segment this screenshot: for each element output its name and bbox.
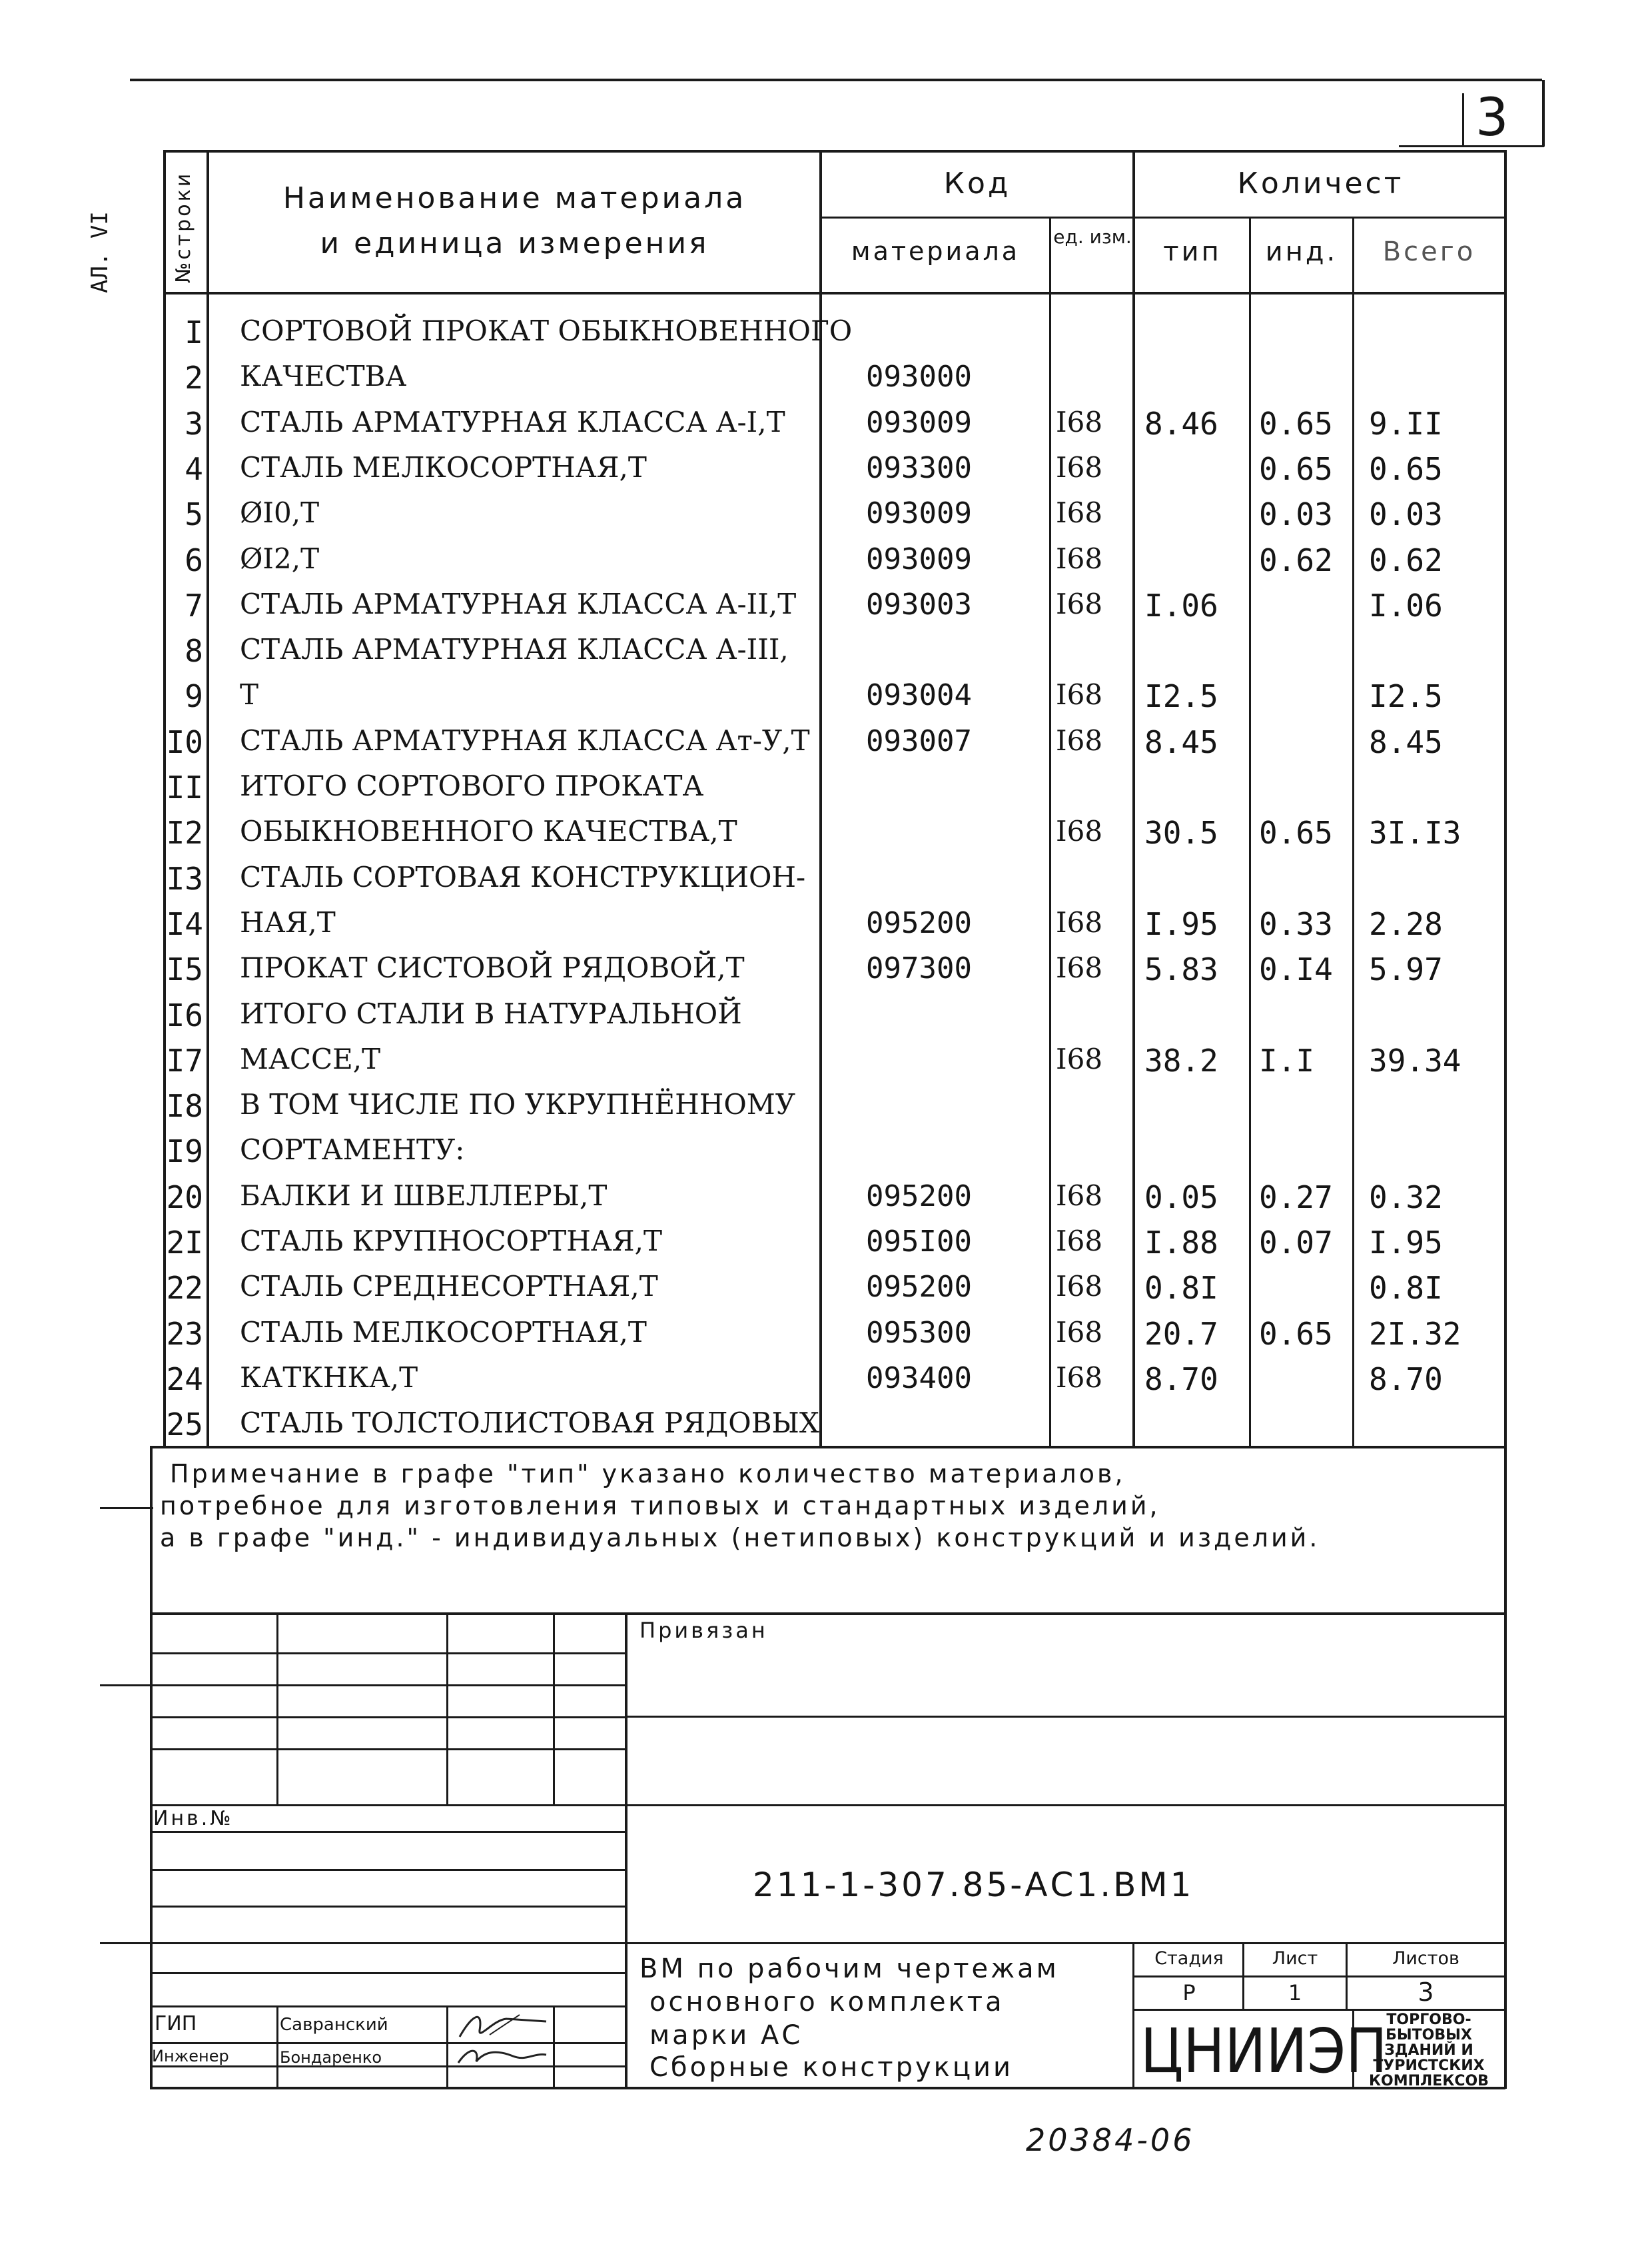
stamp-grid-h4 — [150, 1748, 626, 1750]
unit-code: I68 — [1056, 905, 1103, 939]
row-number: I — [185, 314, 203, 350]
material-code: 093400 — [866, 1361, 972, 1395]
material-name: СТАЛЬ АРМАТУРНАЯ КЛАССА А-I,Т — [240, 405, 785, 438]
stamp-grid-h5 — [150, 1804, 1505, 1806]
material-code: 093009 — [866, 542, 972, 576]
qty-total: 0.62 — [1369, 542, 1443, 578]
qty-tip: I.95 — [1144, 905, 1218, 942]
material-name: СТАЛЬ СОРТОВАЯ КОНСТРУКЦИОН- — [240, 860, 806, 893]
header-code-material: материала — [851, 237, 1021, 266]
material-name: НАЯ,Т — [240, 905, 336, 939]
qty-total: 9.II — [1369, 405, 1443, 442]
material-code: 097300 — [866, 951, 972, 986]
qty-ind: 0.07 — [1259, 1225, 1333, 1261]
material-code: 095200 — [866, 905, 972, 940]
unit-code: I68 — [1056, 815, 1103, 848]
header-name-line2: и единица измерения — [320, 227, 709, 261]
signature-gip — [453, 2007, 553, 2043]
organization-description: ТОРГОВО-БЫТОВЫХ ЗДАНИЙ И ТУРИСТСКИХ КОМПЛЕКСОВ — [1369, 2011, 1489, 2089]
material-name: ИТОГО СТАЛИ В НАТУРАЛЬНОЙ — [240, 997, 742, 1030]
qty-tip: 0.8I — [1144, 1270, 1218, 1307]
header-code-group: Код — [943, 167, 1011, 201]
header-qty-total: Всего — [1382, 237, 1476, 267]
stamp-grid-v2 — [446, 1612, 448, 1806]
frame-top-line-right — [1399, 145, 1544, 147]
stamp-grid-h9 — [150, 1942, 1505, 1944]
material-code: 093003 — [866, 587, 972, 622]
qty-tip: 8.70 — [1144, 1361, 1218, 1397]
sheet-label: Лист — [1272, 1948, 1318, 1969]
qty-ind: 0.62 — [1259, 542, 1333, 578]
qty-tip: 38.2 — [1144, 1042, 1218, 1079]
material-code: 093004 — [866, 678, 972, 713]
material-code: 095I00 — [866, 1225, 972, 1259]
row-number: 24 — [166, 1361, 203, 1397]
qty-total: I.95 — [1369, 1225, 1443, 1261]
unit-code: I68 — [1056, 1179, 1103, 1212]
row-number: I4 — [166, 905, 203, 942]
table-top-line — [163, 150, 1505, 153]
row-number: 6 — [185, 542, 203, 578]
row-number: 25 — [166, 1406, 203, 1443]
qty-ind: 0.33 — [1259, 905, 1333, 942]
header-qty-ind: инд. — [1265, 237, 1338, 267]
stamp-grid-v2b — [446, 2005, 448, 2089]
material-name: СТАЛЬ КРУПНОСОРТНАЯ,Т — [240, 1225, 663, 1257]
sheet-value: 1 — [1288, 1980, 1302, 2005]
qty-total: 3I.I3 — [1369, 815, 1461, 851]
material-code: 093009 — [866, 405, 972, 440]
unit-code: I68 — [1056, 1042, 1103, 1075]
stamp-grid-v3b — [553, 2005, 555, 2089]
qty-ind: 0.I4 — [1259, 951, 1333, 988]
stamp-grid-h2 — [150, 1684, 626, 1686]
qty-total: 0.32 — [1369, 1179, 1443, 1215]
material-code: 093007 — [866, 724, 972, 758]
material-code: 095200 — [866, 1179, 972, 1213]
header-qty-group: Количест — [1237, 167, 1404, 201]
stage-value: Р — [1182, 1980, 1196, 2005]
material-name: СТАЛЬ ТОЛСТОЛИСТОВАЯ РЯДОВЫХ — [240, 1406, 819, 1440]
qty-ind: 0.65 — [1259, 815, 1333, 851]
material-name: СТАЛЬ АРМАТУРНАЯ КЛАССА Ат-У,Т — [240, 724, 810, 757]
qty-tip: 5.83 — [1144, 951, 1218, 988]
margin-tick-3 — [100, 1942, 153, 1944]
sheet-number: 3 — [1475, 88, 1509, 148]
stamp-grid-h3 — [150, 1716, 626, 1718]
archive-number: 20384-06 — [1026, 2122, 1195, 2158]
frame-sheet-box-left — [1462, 93, 1464, 147]
material-name: СТАЛЬ МЕЛКОСОРТНАЯ,Т — [240, 450, 647, 484]
unit-code: I68 — [1056, 1225, 1103, 1257]
margin-tick-1 — [100, 1507, 153, 1509]
stamp-right-h1 — [626, 1716, 1505, 1718]
row-number: 9 — [185, 678, 203, 715]
qty-ind: I.I — [1259, 1042, 1315, 1079]
document-code: 211-1-307.85-АС1.ВМ1 — [753, 1866, 1194, 1904]
note-left-line — [150, 1446, 153, 2089]
header-code-unit: ед. изм. — [1053, 226, 1132, 248]
unit-code: I68 — [1056, 678, 1103, 712]
row-number: 23 — [166, 1315, 203, 1352]
unit-code: I68 — [1056, 496, 1103, 530]
row-number: 7 — [185, 587, 203, 624]
privyazan-label: Привязан — [639, 1618, 768, 1643]
material-name: БАЛКИ И ШВЕЛЛЕРЫ,Т — [240, 1179, 608, 1212]
stamp-stage-bottom — [1132, 2009, 1505, 2011]
stamp-bottom-line — [150, 2087, 1505, 2089]
material-code: 095200 — [866, 1270, 972, 1305]
stamp-grid-h8 — [150, 1906, 626, 1908]
material-name: Т — [240, 678, 259, 712]
stamp-grid-h6 — [150, 1831, 626, 1833]
row-number: I3 — [166, 860, 203, 897]
header-name-line1: Наименование материала — [282, 181, 747, 215]
qty-tip: 8.45 — [1144, 724, 1218, 760]
signature-engineer — [453, 2043, 553, 2069]
sheets-label: Листов — [1392, 1948, 1459, 1969]
stamp-grid-v1b — [276, 2005, 278, 2089]
stamp-grid-h7 — [150, 1869, 626, 1871]
title-line-2: основного комплекта — [649, 1987, 1005, 2017]
material-name: ПРОКАТ СИСТОВОЙ РЯДОВОЙ,Т — [240, 951, 745, 985]
material-name: СТАЛЬ МЕЛКОСОРТНАЯ,Т — [240, 1315, 647, 1349]
title-line-3: марки АС — [649, 2020, 803, 2051]
inv-no-label: Инв.№ — [153, 1807, 234, 1830]
material-name: МАССЕ,Т — [240, 1042, 381, 1075]
person-gip: Савранский — [280, 2015, 388, 2035]
qty-total: 5.97 — [1369, 951, 1443, 988]
row-number: I6 — [166, 997, 203, 1033]
row-number: 2I — [166, 1225, 203, 1261]
qty-total: I2.5 — [1369, 678, 1443, 715]
material-name: СТАЛЬ АРМАТУРНАЯ КЛАССА А-III, — [240, 633, 789, 666]
qty-tip: I.06 — [1144, 587, 1218, 624]
qty-total: 8.70 — [1369, 1361, 1443, 1397]
row-number: I0 — [166, 724, 203, 760]
col-line-right — [1504, 150, 1507, 2089]
qty-total: 39.34 — [1369, 1042, 1461, 1079]
person-engineer: Бондаренко — [280, 2048, 382, 2067]
material-code: 093009 — [866, 496, 972, 531]
table-body-bottom-line — [150, 1446, 1505, 1448]
row-number: I7 — [166, 1042, 203, 1079]
qty-total: 8.45 — [1369, 724, 1443, 760]
note-line-3: а в графе "инд." - индивидуальных (нетиповых) конструкций и изделий. — [160, 1523, 1320, 1552]
material-name: ИТОГО СОРТОВОГО ПРОКАТА — [240, 770, 704, 802]
unit-code: I68 — [1056, 450, 1103, 484]
unit-code: I68 — [1056, 724, 1103, 757]
stamp-top-line — [150, 1612, 1505, 1615]
row-number: I9 — [166, 1133, 203, 1170]
unit-code: I68 — [1056, 1361, 1103, 1394]
col-line-tip — [1249, 217, 1251, 1447]
title-line-4: Сборные конструкции — [649, 2052, 1014, 2083]
side-label: АЛ. VI — [87, 211, 113, 293]
row-number: I5 — [166, 951, 203, 988]
stamp-grid-h13 — [150, 2065, 626, 2067]
stamp-stage-left — [1132, 1942, 1134, 2089]
qty-total: I.06 — [1369, 587, 1443, 624]
qty-ind: 0.65 — [1259, 405, 1333, 442]
material-code: 095300 — [866, 1315, 972, 1350]
unit-code: I68 — [1056, 1270, 1103, 1303]
margin-tick-2 — [100, 1684, 153, 1686]
note-line-2: потребное для изготовления типовых и стандартных изделий, — [160, 1491, 1160, 1520]
qty-total: 2I.32 — [1369, 1315, 1461, 1352]
header-row-no: №строки — [172, 171, 195, 283]
material-code: 093300 — [866, 450, 972, 485]
material-name: СОРТОВОЙ ПРОКАТ ОБЫКНОВЕННОГО — [240, 314, 853, 347]
row-number: 3 — [185, 405, 203, 442]
unit-code: I68 — [1056, 405, 1103, 438]
col-line-code — [1049, 217, 1051, 1447]
unit-code: I68 — [1056, 1315, 1103, 1349]
row-number: 8 — [185, 633, 203, 670]
role-engineer: Инженер — [152, 2047, 229, 2065]
qty-tip: 8.46 — [1144, 405, 1218, 442]
table-subheader-line — [819, 217, 1505, 219]
sheets-value: 3 — [1418, 1977, 1434, 2007]
material-name: СТАЛЬ АРМАТУРНАЯ КЛАССА А-II,Т — [240, 587, 797, 620]
stage-label: Стадия — [1154, 1948, 1224, 1969]
qty-tip: 30.5 — [1144, 815, 1218, 851]
material-name: В ТОМ ЧИСЛЕ ПО УКРУПНЁННОМУ — [240, 1088, 796, 1121]
qty-ind: 0.65 — [1259, 450, 1333, 487]
row-number: 22 — [166, 1270, 203, 1307]
col-line-unit — [1132, 150, 1135, 1447]
stamp-grid-h1 — [150, 1652, 626, 1654]
row-number: 4 — [185, 450, 203, 487]
organization-logo: ЦНИИЭП — [1140, 2015, 1388, 2087]
qty-ind: 0.27 — [1259, 1179, 1333, 1215]
qty-tip: I.88 — [1144, 1225, 1218, 1261]
frame-right-edge — [1542, 80, 1545, 147]
qty-total: 0.65 — [1369, 450, 1443, 487]
stamp-grid-v3 — [553, 1612, 555, 1806]
unit-code: I68 — [1056, 542, 1103, 575]
row-number: I2 — [166, 815, 203, 851]
col-line-ind — [1352, 217, 1354, 1447]
material-name: СОРТАМЕНТУ: — [240, 1133, 465, 1167]
row-number: II — [166, 770, 203, 806]
qty-tip: I2.5 — [1144, 678, 1218, 715]
qty-ind: 0.65 — [1259, 1315, 1333, 1352]
unit-code: I68 — [1056, 951, 1103, 985]
table-header-bottom-line — [163, 292, 1505, 294]
qty-total: 0.03 — [1369, 496, 1443, 533]
row-number: I8 — [166, 1088, 203, 1125]
material-code: 093000 — [866, 360, 972, 394]
title-line-1: ВМ по рабочим чертежам — [639, 1954, 1059, 1984]
material-name: ОБЫКНОВЕННОГО КАЧЕСТВА,Т — [240, 815, 737, 848]
role-gip: ГИП — [155, 2012, 197, 2035]
row-number: 20 — [166, 1179, 203, 1215]
material-name: СТАЛЬ СРЕДНЕСОРТНАЯ,Т — [240, 1270, 658, 1303]
material-name: ØI2,Т — [240, 542, 320, 575]
qty-total: 0.8I — [1369, 1270, 1443, 1307]
qty-tip: 0.05 — [1144, 1179, 1218, 1215]
material-name: КАТКНКА,Т — [240, 1361, 418, 1394]
qty-tip: 20.7 — [1144, 1315, 1218, 1352]
stamp-grid-h10 — [150, 1972, 626, 1974]
row-number: 5 — [185, 496, 203, 533]
material-name: ØI0,Т — [240, 496, 320, 530]
note-line-1: Примечание в графе "тип" указано количество материалов, — [170, 1459, 1126, 1488]
frame-top-line — [130, 79, 1542, 81]
row-number: 2 — [185, 360, 203, 396]
qty-ind: 0.03 — [1259, 496, 1333, 533]
stamp-grid-h12 — [150, 2042, 626, 2044]
header-qty-tip: тип — [1163, 237, 1222, 267]
material-name: КАЧЕСТВА — [240, 360, 407, 393]
stamp-grid-v1 — [276, 1612, 278, 1806]
stamp-grid-h11 — [150, 2005, 626, 2007]
qty-total: 2.28 — [1369, 905, 1443, 942]
col-line-rownum — [206, 150, 209, 1447]
unit-code: I68 — [1056, 587, 1103, 620]
